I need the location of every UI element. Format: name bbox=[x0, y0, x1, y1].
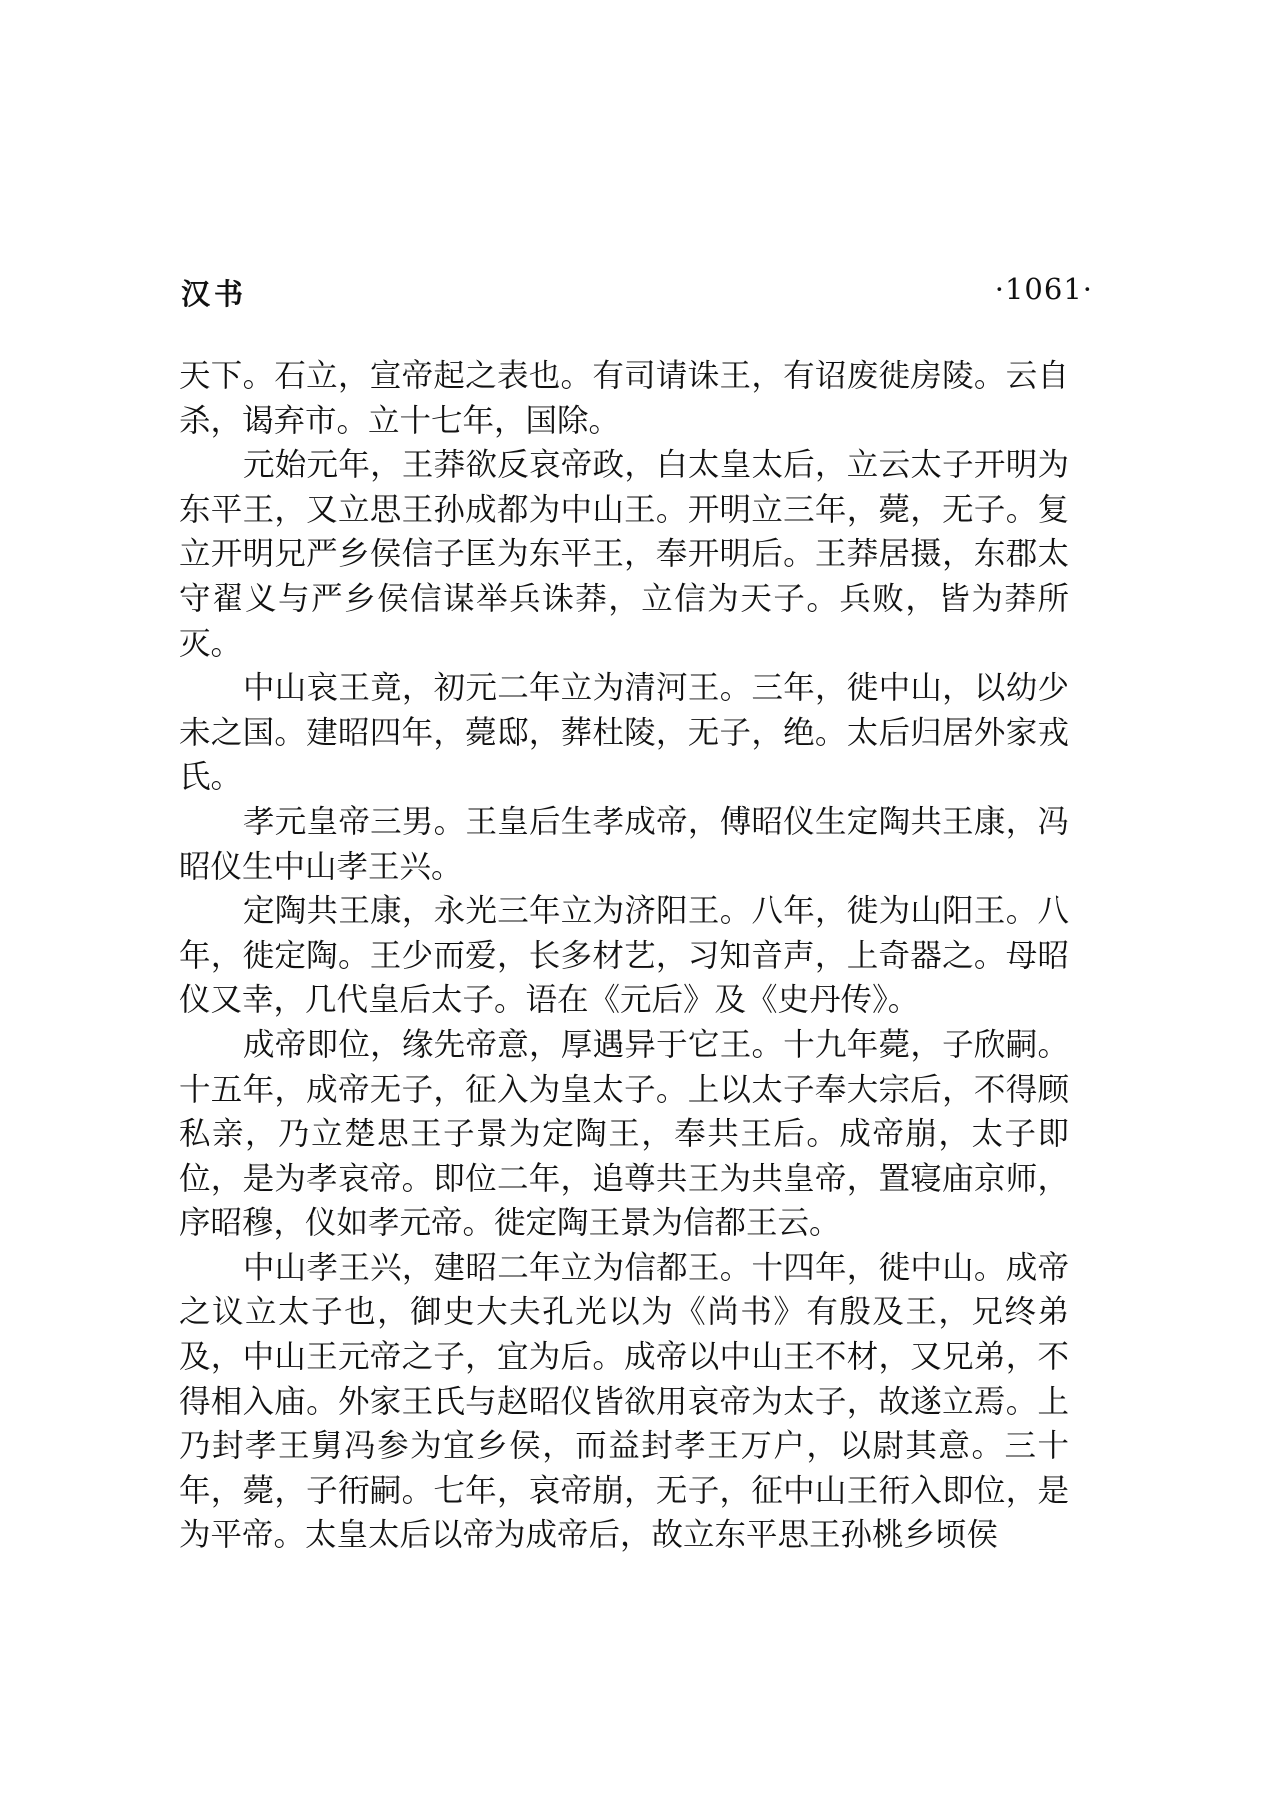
paragraph-3: 中山哀王竟，初元二年立为清河王。三年，徙中山，以幼少未之国。建昭四年，薨邸，葬杜陵，无子，绝。太后归居外家戎氏。 bbox=[179, 670, 1069, 796]
paragraph-4: 孝元皇帝三男。王皇后生孝成帝，傅昭仪生定陶共王康，冯昭仪生中山孝王兴。 bbox=[179, 803, 1069, 885]
paragraph-7: 中山孝王兴，建昭二年立为信都王。十四年，徙中山。成帝之议立太子也，御史大夫孔光以为《尚书》有殷及王，兄终弟及，中山王元帝之子，宜为后。成帝以中山王不材，又兄弟，不得相入庙。外家王氏与赵昭仪皆欲用哀帝为太子，故遂立焉。上乃封孝王舅冯参为宜乡侯，而益封孝王万户，以尉其意。三十年，薨，子衎嗣。七年，哀帝崩，无子，征中山王衎入即位，是为平帝。太皇太后以帝为成帝后，故立东平思王孙桃乡顷侯 bbox=[179, 1249, 1069, 1554]
text-body bbox=[179, 354, 1069, 1558]
paragraph-1: 天下。石立，宣帝起之表也。有司请诛王，有诏废徙房陵。云自杀，谒弃市。立十七年，国除。 bbox=[179, 358, 1069, 439]
paragraph-6: 成帝即位，缘先帝意，厚遇异于它王。十九年薨，子欣嗣。十五年，成帝无子，征入为皇太子。上以太子奉大宗后，不得顾私亲，乃立楚思王子景为定陶王，奉共王后。成帝崩，太子即位，是为孝哀帝。即位二年，追尊共王为共皇帝，置寝庙京师，序昭穆，仪如孝元帝。徙定陶王景为信都王云。 bbox=[179, 1026, 1069, 1242]
paragraph-5: 定陶共王康，永光三年立为济阳王。八年，徙为山阳王。八年，徙定陶。王少而爱，长多材艺，习知音声，上奇器之。母昭仪又幸，几代皇后太子。语在《元后》及《史丹传》。 bbox=[179, 893, 1069, 1019]
paragraph-2: 元始元年，王莽欲反哀帝政，白太皇太后，立云太子开明为东平王，又立思王孙成都为中山王。开明立三年，薨，无子。复立开明兄严乡侯信子匡为东平王，奉开明后。王莽居摄，东郡太守翟义与严乡侯信谋举兵诛莽，立信为天子。兵败，皆为莽所灭。 bbox=[179, 447, 1069, 662]
book-title: 汉书 bbox=[181, 277, 248, 311]
running-head bbox=[181, 272, 1093, 312]
page-number: ·1061· bbox=[994, 272, 1093, 306]
